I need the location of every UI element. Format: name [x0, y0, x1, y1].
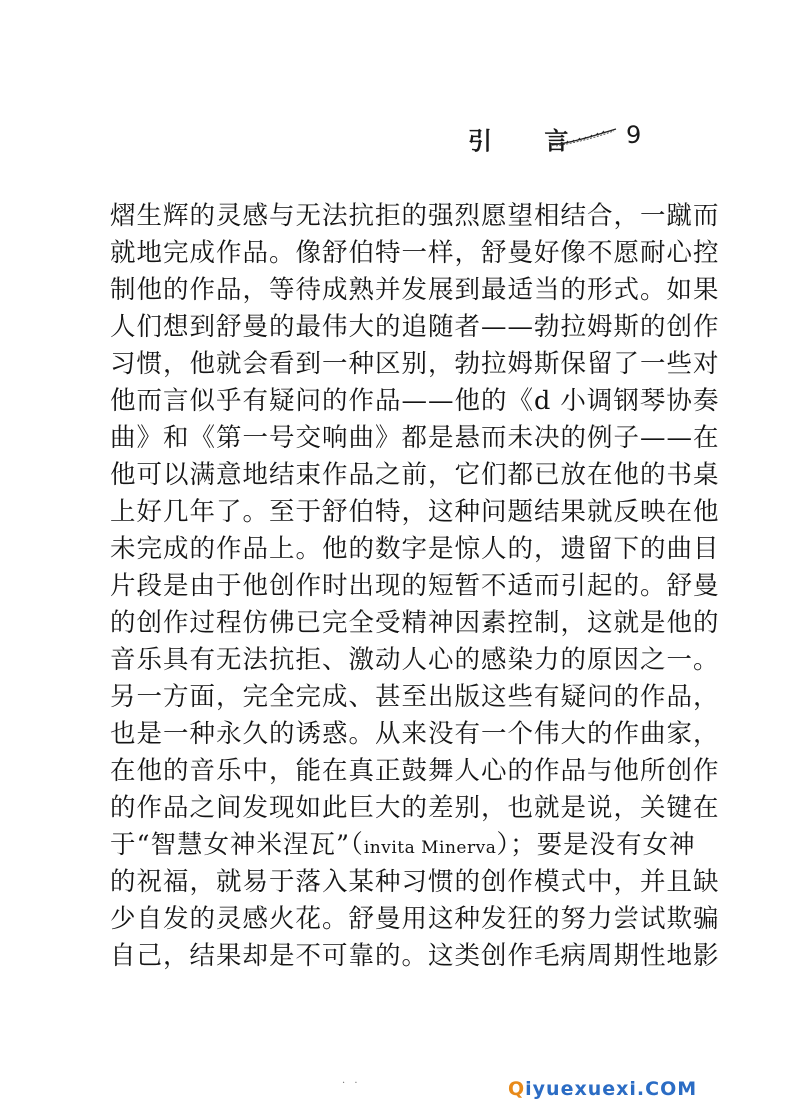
text-line: 少自发的灵感火花。舒曼用这种发狂的努力尝试欺骗 [110, 904, 720, 934]
text-line: 的作品之间发现如此巨大的差别，也就是说，关键在 [110, 793, 720, 823]
text-segment: 于“智慧女神米涅瓦”（ [110, 830, 364, 860]
running-header [458, 119, 668, 155]
text-line: 的祝福，就易于落入某种习惯的创作模式中，并且缺 [110, 867, 720, 897]
text-line: 制他的作品，等待成熟并发展到最适当的形式。如果 [110, 275, 720, 305]
text-line: 在他的音乐中，能在真正鼓舞人心的作品与他所创作 [110, 756, 720, 786]
text-line: 他而言似乎有疑问的作品——他的《d 小调钢琴协奏 [110, 386, 720, 416]
text-line: 自己，结果却是不可靠的。这类创作毛病周期性地影 [110, 941, 720, 971]
site-watermark [508, 1078, 697, 1100]
text-line: 片段是由于他创作时出现的短暂不适而引起的。舒曼 [110, 571, 720, 601]
text-line: 熠生辉的灵感与无法抗拒的强烈愿望相结合，一蹴而 [110, 201, 720, 231]
text-line: 音乐具有无法抗拒、激动人心的感染力的原因之一。 [110, 645, 720, 675]
text-line: 上好几年了。至于舒伯特，这种问题结果就反映在他 [110, 497, 720, 527]
ornament-flourish-icon [550, 125, 620, 149]
text-line: 他可以满意地结束作品之前，它们都已放在他的书桌 [110, 460, 720, 490]
body-text [110, 198, 720, 975]
page-number: 9 [626, 121, 642, 149]
text-line: 就地完成作品。像舒伯特一样，舒曼好像不愿耐心控 [110, 238, 720, 268]
text-line: 未完成的作品上。他的数字是惊人的，遗留下的曲目 [110, 534, 720, 564]
text-segment: ）；要是没有女神 [496, 830, 696, 860]
text-line: 另一方面，完全完成、甚至出版这些有疑问的作品， [110, 682, 720, 712]
text-line-with-latin [110, 827, 696, 864]
footer-dots: · · [342, 1078, 361, 1089]
chapter-title: 引 言 [468, 127, 591, 155]
text-line: 人们想到舒曼的最伟大的追随者——勃拉姆斯的创作 [110, 312, 720, 342]
text-line: 的创作过程仿佛已完全受精神因素控制，这就是他的 [110, 608, 720, 638]
latin-phrase: invita Minerva [363, 838, 497, 858]
text-line: 也是一种永久的诱惑。从来没有一个伟大的作曲家， [110, 719, 720, 749]
text-line: 曲》和《第一号交响曲》都是悬而未决的例子——在 [110, 423, 720, 453]
watermark-text: iyuexuexi.COM [525, 1078, 698, 1100]
watermark-initial: Q [508, 1078, 526, 1100]
text-line: 习惯，他就会看到一种区别，勃拉姆斯保留了一些对 [110, 349, 720, 379]
